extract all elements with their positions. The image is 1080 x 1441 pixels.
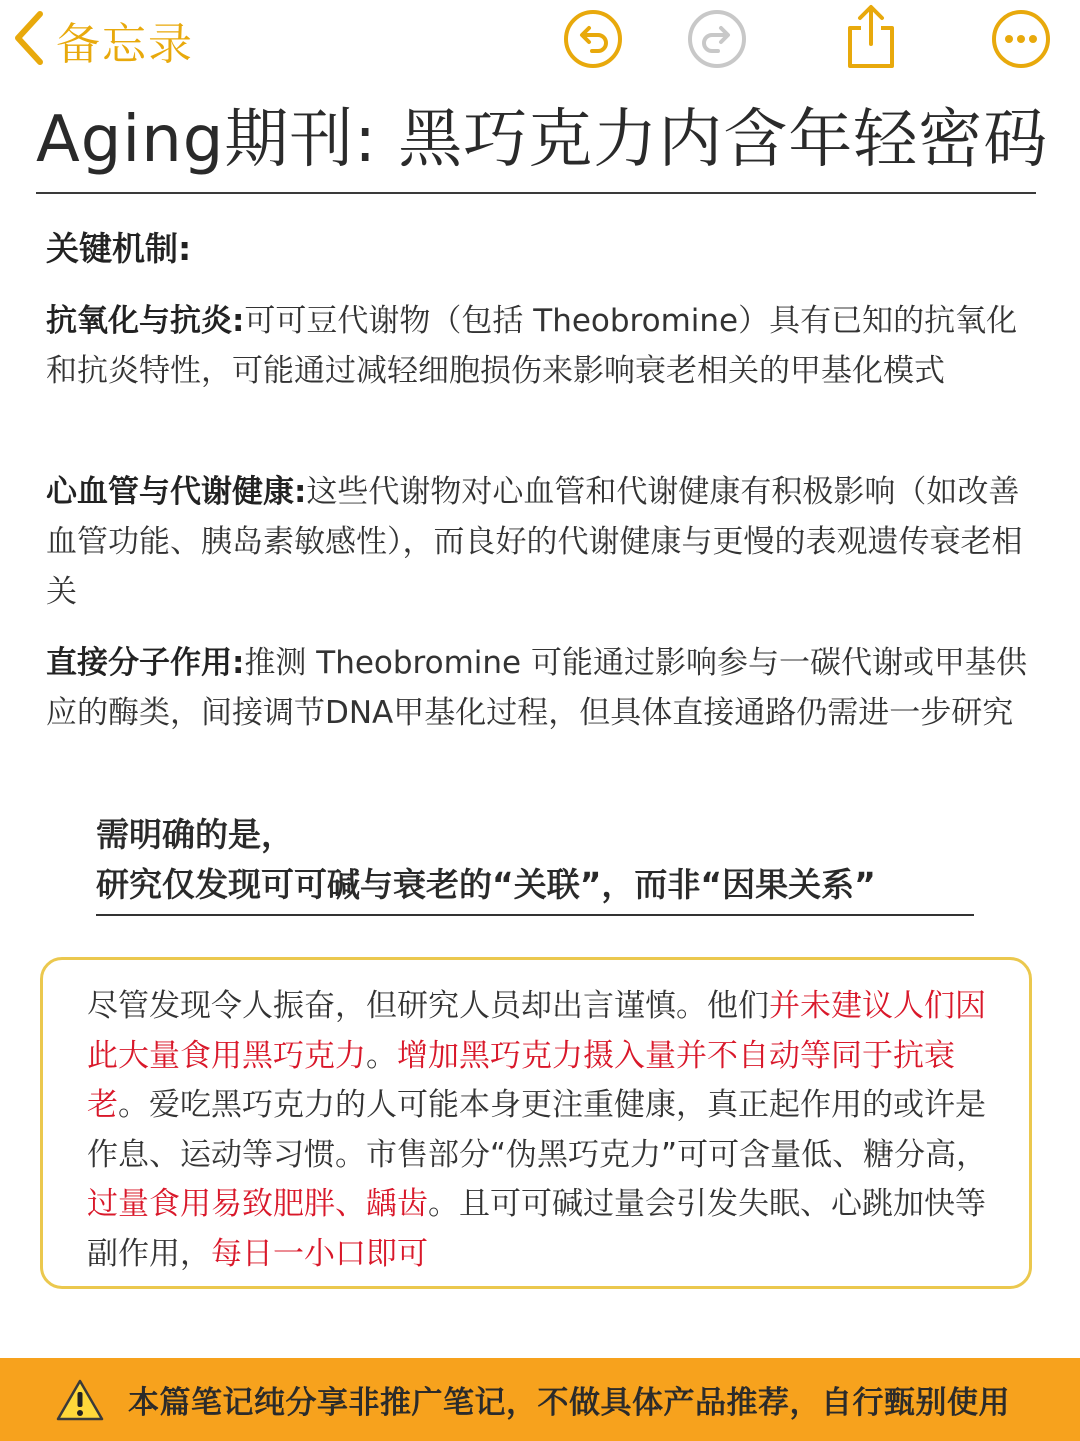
caution-text: 。 — [366, 1037, 397, 1074]
mechanism-label: 抗氧化与抗炎: — [46, 303, 245, 339]
disclaimer-bar — [0, 1358, 1080, 1441]
mechanism-item — [46, 638, 1036, 738]
share-button[interactable] — [840, 4, 902, 72]
mechanism-label: 心血管与代谢健康: — [46, 474, 307, 510]
caution-highlight: 过量食用易致肥胖、龋齿 — [87, 1186, 428, 1222]
warning-icon — [56, 1378, 104, 1422]
caution-highlight: 每日一小口即可 — [211, 1235, 428, 1272]
redo-icon — [686, 8, 748, 74]
chevron-left-icon — [12, 8, 46, 72]
emphasis-line-1: 需明确的是， — [96, 815, 294, 854]
caution-text: 。爱吃黑巧克力的人可能本身更注重健康，真正起作用的或许是作息、运动等习惯。市售部分“伪黑巧克力”可可含量低、糖分高， — [87, 1087, 988, 1173]
note-title[interactable]: Aging期刊: 黑巧克力内含年轻密码 — [36, 96, 1036, 194]
back-label: 备忘录 — [56, 19, 194, 70]
mechanism-item — [46, 296, 1036, 396]
mechanism-item — [46, 467, 1036, 617]
mechanism-text: 可可豆代谢物（包括 Theobromine）具有已知的抗氧化和抗炎特性，可能通过减轻细胞损伤来影响衰老相关的甲基化模式 — [46, 303, 1018, 389]
emphasis-line-2: 研究仅发现可可碱与衰老的“关联”，而非“因果关系” — [96, 860, 974, 916]
caution-text: 。且可可碱过量会引发失眠、心跳加快等副作用， — [87, 1186, 986, 1272]
section-heading: 关键机制: — [46, 229, 192, 268]
more-button[interactable] — [990, 10, 1052, 72]
more-icon — [990, 8, 1052, 74]
emphasis-block — [96, 810, 974, 916]
caution-highlight: 并未建议人们因此大量食用黑巧克力 — [87, 988, 986, 1074]
disclaimer-text: 本篇笔记纯分享非推广笔记，不做具体产品推荐，自行甄别使用 — [128, 1385, 1010, 1421]
mechanism-text: 推测 Theobromine 可能通过影响参与一碳代谢或甲基供应的酶类，间接调节DNA甲基化过程，但具体直接通路仍需进一步研究 — [46, 645, 1027, 731]
share-icon — [840, 2, 902, 74]
undo-button[interactable] — [562, 10, 624, 72]
caution-box — [40, 957, 1032, 1289]
nav-bar — [0, 0, 1080, 84]
redo-button[interactable] — [686, 10, 748, 72]
back-button[interactable] — [12, 8, 194, 72]
mechanism-text: 这些代谢物对心血管和代谢健康有积极影响（如改善血管功能、胰岛素敏感性），而良好的代谢健康与更慢的表观遗传衰老相关 — [46, 474, 1023, 610]
caution-text: 尽管发现令人振奋，但研究人员却出言谨慎。他们 — [87, 988, 769, 1024]
mechanism-label: 直接分子作用: — [46, 645, 245, 681]
undo-icon — [562, 8, 624, 74]
caution-highlight: 增加黑巧克力摄入量并不自动等同于抗衰老 — [87, 1037, 955, 1123]
